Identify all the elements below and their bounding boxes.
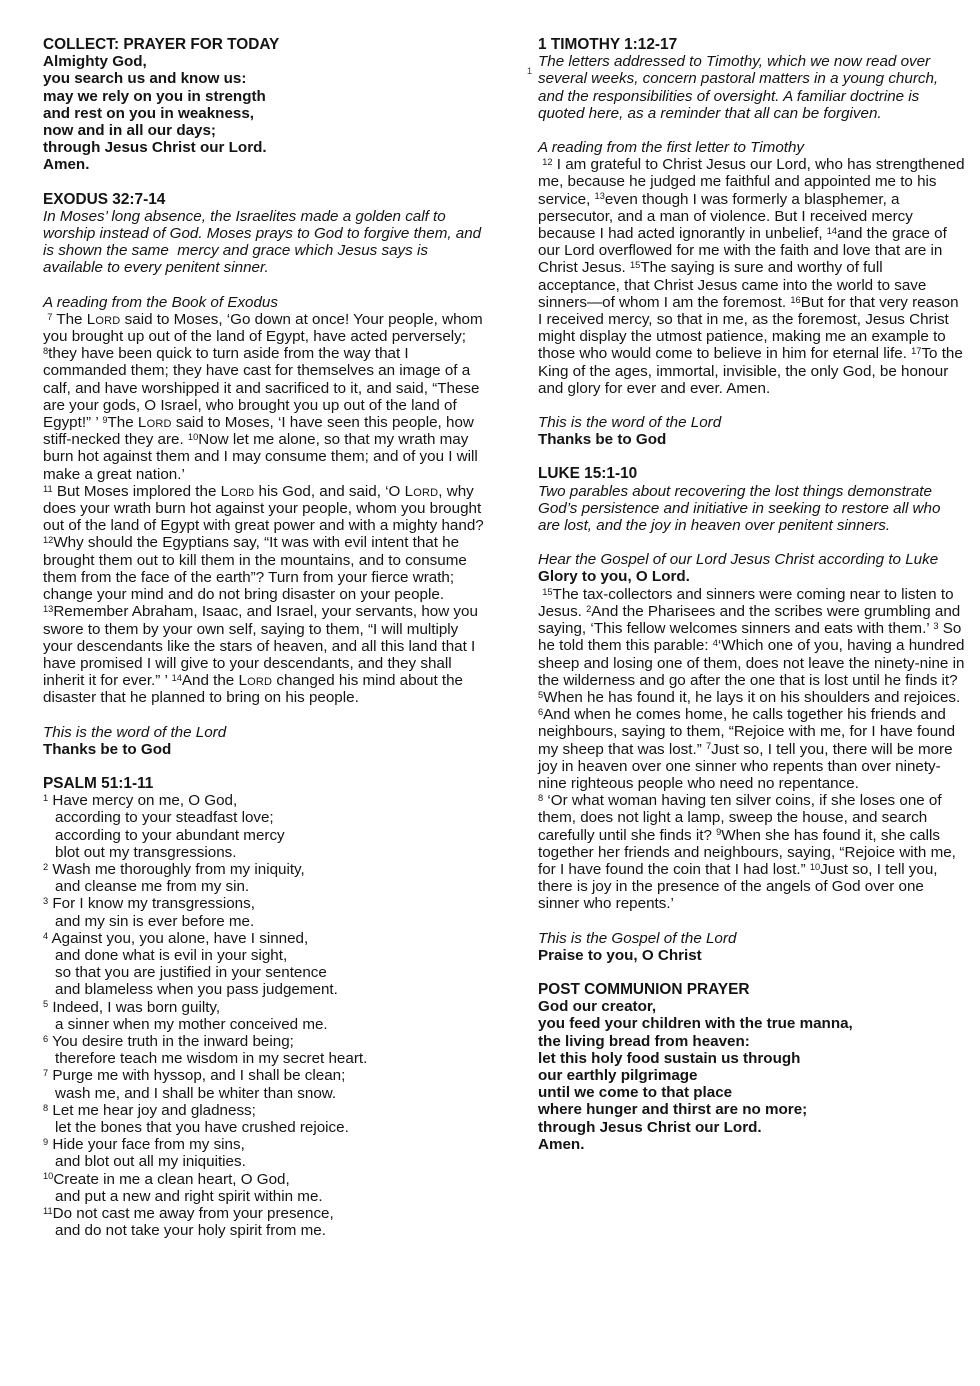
margin-numeral: 1 (527, 66, 533, 76)
right-column (538, 36, 969, 1256)
psalm-verse-line: $^8$ Let me hear joy and gladness; (43, 1101, 256, 1119)
luke-reading-body (538, 585, 969, 913)
exodus-paragraph: $^7$ The Lord said to Moses, ‘Go down at once! Your people, whom you brought up out of the land of Egypt, have acted perversely; $^8$they have been quick to turn aside from the way that I commanded them; they have cast for themselves an image of a calf, and have worshipped it and sacrificed to it, and said, “These are your gods, O Israel, who brought you up out of the land of Egypt!” ’ $^9$The Lord said to Moses, ‘I have seen this people, how stiff-necked they are. $^{10}$Now let me alone, so that my wrath may burn hot against them and I may consume them; and of you I will make a great nation.’ (43, 310, 487, 483)
post-communion-prayer (538, 998, 966, 1153)
luke-header-section (538, 465, 966, 534)
post-communion-prayer-line: through Jesus Christ our Lord. (538, 1118, 762, 1136)
timothy-summary: The letters addressed to Timothy, which we now read over several weeks, concern pastoral matters in a young church, and the responsibilities of oversight. A familiar doctrine is quoted here, as a reminder that all can be forgiven. (538, 53, 943, 122)
psalm-verse-line: $^2$ Wash me thoroughly from my iniquity, (43, 860, 305, 878)
timothy-header-section (538, 36, 966, 122)
psalm-verse-line: $^{11}$Do not cast me away from your presence, (43, 1205, 334, 1222)
collect-prayer-line: may we rely on you in strength (43, 87, 266, 105)
exodus-paragraph: $^{11}$ But Moses implored the Lord his God, and said, ‘O Lord, why does your wrath burn hot against your people, whom you brought out of the land of Egypt with great power and with a mighty hand? $^{12}$Why should the Egyptians say, “It was with evil intent that he brought them out to kill them in the mountains, and to consume them from the face of the earth”? Turn from your fierce wrath; change your mind and do not bring disaster on your people. $^{13}$Remember Abraham, Isaac, and Israel, your servants, how you swore to them by your own self, saying to them, “I will multiply your descendants like the stars of heaven, and all this land that I have promised I will give to your descendants, and they shall inherit it for ever.” ’ $^{14}$And the Lord changed his mind about the disaster that he planned to bring on his people. (43, 482, 488, 707)
collect-prayer-line: now and in all our days; (43, 122, 216, 140)
word-response-left (43, 724, 490, 758)
exodus-heading: EXODUS 32:7-14 (43, 190, 166, 208)
psalm-verse-continuation: and put a new and right spirit within me. (55, 1187, 323, 1205)
psalm-verse-line: $^5$ Indeed, I was born guilty, (43, 998, 221, 1016)
collect-prayer-line: through Jesus Christ our Lord. (43, 139, 267, 157)
post-communion-prayer-line: where hunger and thirst are no more; (538, 1101, 808, 1119)
gospel-response (538, 930, 966, 964)
psalm-verse-line: $^1$ Have mercy on me, O God, (43, 792, 238, 810)
psalm-section (43, 775, 490, 1239)
collect-prayer-line: and rest on you in weakness, (43, 104, 255, 122)
post-communion-prayer-line: until we come to that place (538, 1084, 733, 1102)
psalm-verse-line: $^3$ For I know my transgressions, (43, 895, 255, 913)
psalm-verse-continuation: wash me, and I shall be whiter than snow. (55, 1084, 337, 1102)
psalm-verse-continuation: therefore teach me wisdom in my secret heart. (55, 1050, 368, 1068)
collect-section (43, 36, 490, 174)
post-communion-prayer-line: our earthly pilgrimage (538, 1066, 698, 1084)
psalm-verse-line: $^7$ Purge me with hyssop, and I shall be clean; (43, 1067, 346, 1085)
psalm-verse-continuation: and blot out all my iniquities. (55, 1153, 246, 1171)
congregation-response: Thanks be to God (43, 740, 172, 758)
collect-prayer-line: Amen. (43, 156, 90, 174)
post-communion-prayer-line: Amen. (538, 1135, 585, 1153)
exodus-reading-intro: A reading from the Book of Exodus (43, 293, 278, 311)
post-communion-heading: POST COMMUNION PRAYER (538, 980, 750, 998)
timothy-reading-body (538, 156, 969, 397)
psalm-verse-continuation: according to your abundant mercy (55, 826, 285, 844)
psalm-verse-continuation: according to your steadfast love; (55, 809, 274, 827)
post-communion-prayer-line: let this holy food sustain us through (538, 1049, 801, 1067)
psalm-heading: PSALM 51:1-11 (43, 774, 154, 792)
psalm-verse-line: $^9$ Hide your face from my sins, (43, 1136, 245, 1154)
psalm-verse-continuation: and done what is evil in your sight, (55, 946, 288, 964)
exodus-summary: In Moses’ long absence, the Israelites made a golden calf to worship instead of God. Moses prays to God to forgive them, and is shown the same mercy and grace which Jesus says is available to every penitent sinner. (43, 207, 486, 277)
psalm-verse-continuation: so that you are justified in your sentence (55, 964, 327, 982)
congregation-response: Praise to you, O Christ (538, 946, 702, 964)
post-communion-prayer-line: you feed your children with the true manna, (538, 1015, 853, 1033)
psalm-verse-continuation: let the bones that you have crushed rejoice. (55, 1118, 349, 1136)
post-communion-prayer-line: the living bread from heaven: (538, 1032, 750, 1050)
psalm-verses (43, 792, 490, 1239)
luke-summary: Two parables about recovering the lost things demonstrate God’s persistence and initiative in seeking to restore all who are lost, and the joy in heaven over penitent sinners. (538, 482, 945, 535)
psalm-verse-continuation: blot out my transgressions. (55, 843, 237, 861)
psalm-verse-continuation: and do not take your holy spirit from me. (55, 1222, 326, 1240)
luke-paragraph: $^8$ ‘Or what woman having ten silver coins, if she loses one of them, does not light a lamp, sweep the house, and search carefully until she finds it? $^9$When she has found it, she calls together her friends and neighbours, saying, “Rejoice with me, for I have found the coin that I had lost.” $^{10}$Just so, I tell you, there is joy in the presence of the angels of God over one sinner who repents.’ (538, 792, 961, 913)
collect-prayer (43, 53, 490, 173)
psalm-verse-continuation: and my sin is ever before me. (55, 912, 255, 930)
gospel-acclamation: Glory to you, O Lord. (538, 568, 690, 586)
collect-heading: COLLECT: PRAYER FOR TODAY (43, 36, 280, 53)
word-response-right (538, 414, 966, 448)
timothy-reading-intro: A reading from the first letter to Timothy (538, 139, 805, 157)
versicle: This is the Gospel of the Lord (538, 929, 737, 947)
timothy-heading: 1 TIMOTHY 1:12-17 (538, 36, 678, 53)
post-communion-prayer-line: God our creator, (538, 998, 657, 1016)
psalm-verse-line: $^6$ You desire truth in the inward being; (43, 1032, 294, 1050)
versicle: This is the word of the Lord (538, 414, 722, 432)
psalm-verse-continuation: and cleanse me from my sin. (55, 878, 250, 896)
gospel-announcement: Hear the Gospel of our Lord Jesus Christ according to Luke (538, 551, 939, 569)
timothy-paragraph: $^{12}$ I am grateful to Christ Jesus our Lord, who has strengthened me, because he judged me faithful and appointed me to his service, $^{13}$even though I was formerly a blasphemer, a persecutor, and a man of violence. But I received mercy because I had acted ignorantly in unbelief, $^{14}$and the grace of our Lord overflowed for me with the faith and love that are in Christ Jesus. $^{15}$The saying is sure and worthy of full acceptance, that Christ Jesus came into the world to save sinners—of whom I am the foremost. $^{16}$But for that very reason I received mercy, so that in me, as the foremost, Jesus Christ might display the utmost patience, making me an example to those who would come to believe in him for eternal life. $^{17}$To the King of the ages, immortal, invisible, the only God, be honour and glory for ever and ever. Amen. (538, 156, 969, 397)
collect-prayer-line: Almighty God, (43, 53, 147, 71)
exodus-header-section (43, 191, 490, 277)
psalm-verse-continuation: and blameless when you pass judgement. (55, 981, 338, 999)
congregation-response: Thanks be to God (538, 431, 667, 449)
luke-paragraph: $^{15}$The tax-collectors and sinners were coming near to listen to Jesus. $^2$And the Pharisees and the scribes were grumbling and saying, ‘This fellow welcomes sinners and eats with them.’ $^3$ So he told them this parable: $^4$‘Which one of you, having a hundred sheep and losing one of them, does not leave the ninety-nine in the wilderness and go after the one that is lost until he finds it? $^5$When he has found it, he lays it on his shoulders and rejoices. $^6$And when he comes home, he calls together his friends and neighbours, saying to them, “Rejoice with me, for I have found my sheep that was lost.” $^7$Just so, I tell you, there will be more joy in heaven over one sinner who repents than over ninety-nine righteous people who need no repentance. (538, 585, 969, 792)
psalm-verse-continuation: a sinner when my mother conceived me. (55, 1015, 328, 1033)
collect-prayer-line: you search us and know us: (43, 70, 247, 88)
left-column (43, 36, 490, 1256)
luke-gospel-section (538, 551, 969, 913)
post-communion-section (538, 981, 966, 1153)
exodus-reading-body (43, 311, 490, 707)
luke-heading: LUKE 15:1-10 (538, 465, 638, 483)
psalm-verse-line: $^4$ Against you, you alone, have I sinned, (43, 929, 309, 947)
psalm-verse-line: $^{10}$Create in me a clean heart, O God, (43, 1170, 290, 1188)
exodus-reading-section (43, 294, 490, 707)
versicle: This is the word of the Lord (43, 723, 227, 741)
timothy-reading-section (538, 139, 969, 397)
